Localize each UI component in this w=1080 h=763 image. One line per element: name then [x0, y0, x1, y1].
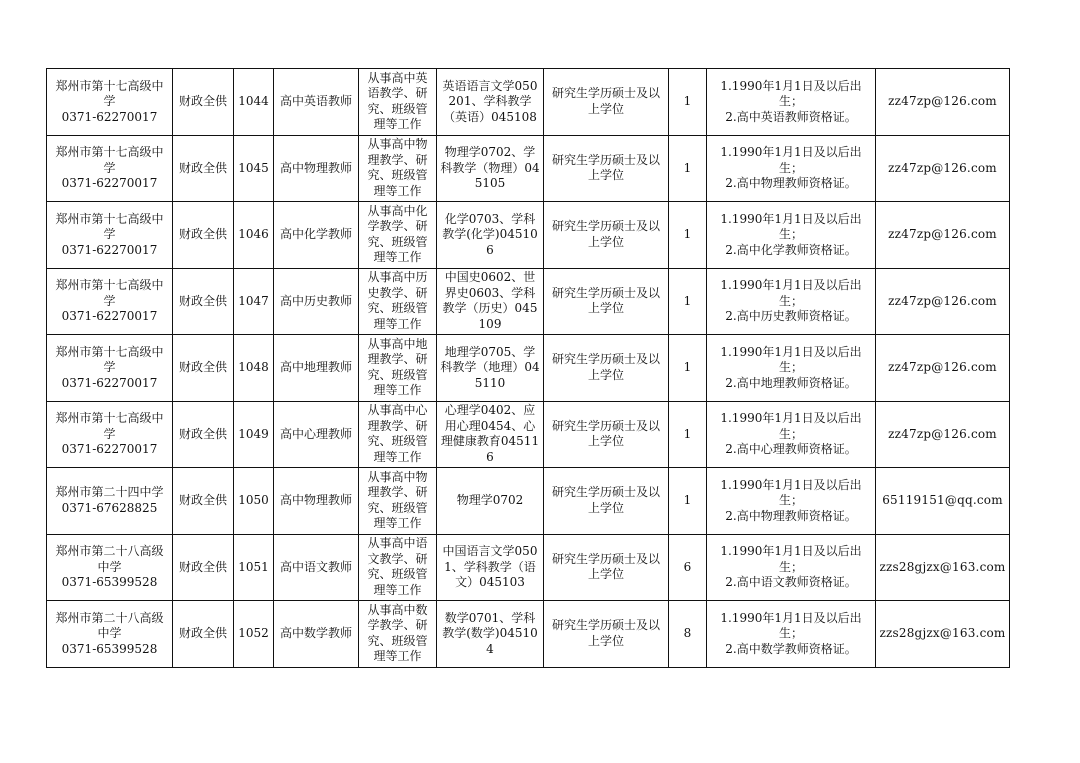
school-phone: 0371-65399528	[61, 641, 158, 656]
funding-type: 财政全供	[178, 360, 227, 374]
email-cell	[876, 335, 1010, 402]
degree-requirement: 研究生学历硕士及以上学位	[551, 352, 660, 382]
degree-requirement: 研究生学历硕士及以上学位	[551, 551, 660, 582]
job-description: 从事高中数学教学、研究、班级管理等工作	[367, 602, 428, 664]
hire-count: 1	[683, 227, 692, 241]
requirements-cell	[707, 69, 876, 136]
requirements-cell	[707, 268, 876, 335]
description-cell	[359, 401, 437, 468]
requirement-certificate: 2.高中物理教师资格证。	[725, 508, 857, 523]
position-code: 1045	[238, 160, 269, 175]
requirement-birth: 1.1990年1月1日及以后出生；	[720, 344, 862, 374]
requirements-cell	[707, 135, 876, 202]
position-cell	[274, 601, 359, 668]
job-description: 从事高中语文教学、研究、班级管理等工作	[367, 536, 428, 597]
position-code: 1049	[238, 426, 269, 441]
job-description: 从事高中物理教学、研究、班级管理等工作	[367, 137, 428, 198]
email-cell	[876, 401, 1010, 468]
major-requirement: 中国史0602、世界史0603、学科教学（历史）045109	[442, 270, 538, 331]
position-code-cell	[234, 135, 274, 202]
position-code-cell	[234, 69, 274, 136]
funding-type: 财政全供	[178, 626, 227, 640]
requirement-certificate: 2.高中心理教师资格证。	[725, 442, 857, 456]
requirements-cell	[707, 202, 876, 269]
funding-type: 财政全供	[178, 160, 227, 175]
position-code-cell	[234, 534, 274, 601]
table-row	[47, 534, 1010, 601]
funding-type: 财政全供	[178, 426, 227, 441]
school-phone: 0371-65399528	[61, 575, 158, 589]
hire-count: 1	[683, 160, 692, 175]
position-code-cell	[234, 401, 274, 468]
requirements-cell	[707, 534, 876, 601]
major-requirement: 地理学0705、学科教学（地理）045110	[440, 344, 540, 390]
degree-cell	[544, 268, 669, 335]
school-name: 郑州市第十七高级中学	[55, 211, 164, 241]
position-cell	[274, 135, 359, 202]
description-cell	[359, 69, 437, 136]
requirement-certificate: 2.高中英语教师资格证。	[725, 109, 857, 124]
school-name: 郑州市第十七高级中学	[55, 411, 164, 441]
degree-requirement: 研究生学历硕士及以上学位	[551, 418, 660, 449]
major-requirement: 中国语言文学0501、学科教学（语文）045103	[442, 544, 538, 589]
funding-cell	[173, 135, 234, 202]
position-cell	[274, 468, 359, 535]
funding-cell	[173, 335, 234, 402]
school-cell	[47, 135, 173, 202]
school-cell	[47, 401, 173, 468]
requirement-birth: 1.1990年1月1日及以后出生；	[720, 145, 862, 175]
school-name: 郑州市第二十八高级中学	[55, 544, 164, 574]
position-code: 1051	[238, 559, 269, 574]
contact-email: 65119151@qq.com	[882, 493, 1003, 507]
school-cell	[47, 468, 173, 535]
school-phone: 0371-62270017	[61, 176, 158, 190]
position-code: 1048	[238, 360, 269, 374]
requirement-birth: 1.1990年1月1日及以后出生；	[720, 278, 862, 308]
major-cell	[437, 268, 544, 335]
school-cell	[47, 202, 173, 269]
degree-cell	[544, 135, 669, 202]
position-name: 高中物理教师	[279, 493, 352, 507]
school-cell	[47, 534, 173, 601]
table-row	[47, 202, 1010, 269]
position-name: 高中地理教师	[279, 360, 352, 374]
requirement-certificate: 2.高中历史教师资格证。	[725, 309, 857, 323]
contact-email: zz47zp@126.com	[888, 94, 997, 108]
school-cell	[47, 601, 173, 668]
count-cell	[669, 335, 707, 402]
email-cell	[876, 202, 1010, 269]
funding-cell	[173, 468, 234, 535]
school-name: 郑州市第十七高级中学	[55, 145, 164, 175]
degree-requirement: 研究生学历硕士及以上学位	[551, 618, 660, 648]
position-name: 高中数学教师	[279, 626, 352, 640]
funding-type: 财政全供	[178, 227, 227, 241]
school-name: 郑州市第十七高级中学	[55, 278, 164, 308]
funding-type: 财政全供	[178, 293, 227, 308]
position-name: 高中物理教师	[279, 160, 352, 175]
requirement-certificate: 2.高中数学教师资格证。	[725, 641, 857, 656]
position-code: 1046	[238, 227, 269, 241]
count-cell	[669, 601, 707, 668]
funding-cell	[173, 534, 234, 601]
requirements-cell	[707, 601, 876, 668]
position-code-cell	[234, 468, 274, 535]
description-cell	[359, 335, 437, 402]
major-cell	[437, 69, 544, 136]
table-row	[47, 335, 1010, 402]
major-cell	[437, 202, 544, 269]
funding-cell	[173, 401, 234, 468]
contact-email: zz47zp@126.com	[888, 160, 997, 175]
requirement-birth: 1.1990年1月1日及以后出生；	[720, 610, 862, 640]
contact-email: zz47zp@126.com	[888, 293, 997, 308]
count-cell	[669, 268, 707, 335]
table-row	[47, 268, 1010, 335]
position-cell	[274, 268, 359, 335]
major-requirement: 英语语言文学050201、学科教学（英语）045108	[442, 78, 538, 124]
table-row	[47, 401, 1010, 468]
school-phone: 0371-67628825	[61, 500, 158, 515]
hire-count: 1	[683, 426, 692, 441]
table-row	[47, 601, 1010, 668]
funding-cell	[173, 601, 234, 668]
degree-requirement: 研究生学历硕士及以上学位	[551, 485, 660, 515]
funding-cell	[173, 202, 234, 269]
major-cell	[437, 135, 544, 202]
funding-cell	[173, 268, 234, 335]
table-row	[47, 468, 1010, 535]
description-cell	[359, 601, 437, 668]
description-cell	[359, 268, 437, 335]
funding-type: 财政全供	[178, 559, 227, 574]
degree-requirement: 研究生学历硕士及以上学位	[551, 219, 660, 249]
position-name: 高中化学教师	[279, 227, 352, 241]
school-phone: 0371-62270017	[61, 375, 158, 390]
major-requirement: 化学0703、学科教学(化学)045106	[442, 211, 538, 257]
hire-count: 8	[683, 626, 692, 640]
school-name: 郑州市第二十四中学	[55, 485, 164, 500]
contact-email: zz47zp@126.com	[888, 426, 997, 441]
degree-requirement: 研究生学历硕士及以上学位	[551, 285, 660, 316]
table-row	[47, 69, 1010, 136]
position-code-cell	[234, 335, 274, 402]
recruitment-table	[46, 68, 1010, 668]
requirement-birth: 1.1990年1月1日及以后出生；	[720, 544, 862, 574]
job-description: 从事高中物理教学、研究、班级管理等工作	[367, 469, 428, 531]
major-cell	[437, 401, 544, 468]
position-code: 1044	[238, 94, 269, 108]
job-description: 从事高中地理教学、研究、班级管理等工作	[367, 336, 428, 398]
job-description: 从事高中化学教学、研究、班级管理等工作	[367, 203, 428, 265]
requirement-certificate: 2.高中物理教师资格证。	[725, 176, 857, 190]
school-name: 郑州市第十七高级中学	[55, 344, 164, 374]
school-phone: 0371-62270017	[61, 109, 158, 124]
email-cell	[876, 135, 1010, 202]
contact-email: zz47zp@126.com	[888, 360, 997, 374]
job-description: 从事高中历史教学、研究、班级管理等工作	[367, 270, 428, 331]
description-cell	[359, 202, 437, 269]
school-phone: 0371-62270017	[61, 309, 158, 323]
position-cell	[274, 534, 359, 601]
table-body	[47, 69, 1010, 668]
requirement-certificate: 2.高中化学教师资格证。	[725, 242, 857, 257]
hire-count: 1	[683, 360, 692, 374]
major-requirement: 物理学0702	[456, 493, 524, 507]
funding-type: 财政全供	[178, 493, 227, 507]
position-name: 高中英语教师	[279, 94, 352, 108]
funding-type: 财政全供	[178, 94, 227, 108]
requirement-birth: 1.1990年1月1日及以后出生；	[720, 78, 862, 108]
requirement-birth: 1.1990年1月1日及以后出生；	[720, 477, 862, 507]
funding-cell	[173, 69, 234, 136]
hire-count: 1	[683, 94, 692, 108]
degree-cell	[544, 601, 669, 668]
hire-count: 1	[683, 293, 692, 308]
requirements-cell	[707, 468, 876, 535]
position-code-cell	[234, 202, 274, 269]
requirement-certificate: 2.高中语文教师资格证。	[725, 575, 857, 589]
table-row	[47, 135, 1010, 202]
degree-cell	[544, 401, 669, 468]
position-code: 1050	[238, 493, 269, 507]
major-cell	[437, 534, 544, 601]
email-cell	[876, 468, 1010, 535]
requirement-birth: 1.1990年1月1日及以后出生；	[720, 211, 862, 241]
contact-email: zzs28gjzx@163.com	[879, 626, 1006, 640]
position-code-cell	[234, 268, 274, 335]
contact-email: zzs28gjzx@163.com	[879, 559, 1006, 574]
email-cell	[876, 534, 1010, 601]
position-name: 高中语文教师	[279, 559, 352, 574]
position-code-cell	[234, 601, 274, 668]
description-cell	[359, 468, 437, 535]
degree-requirement: 研究生学历硕士及以上学位	[551, 152, 660, 183]
position-cell	[274, 401, 359, 468]
degree-cell	[544, 69, 669, 136]
hire-count: 6	[683, 559, 692, 574]
position-cell	[274, 202, 359, 269]
position-cell	[274, 335, 359, 402]
school-cell	[47, 69, 173, 136]
job-description: 从事高中英语教学、研究、班级管理等工作	[367, 70, 428, 132]
requirements-cell	[707, 335, 876, 402]
major-cell	[437, 468, 544, 535]
requirement-certificate: 2.高中地理教师资格证。	[725, 375, 857, 390]
position-name: 高中心理教师	[279, 426, 352, 441]
degree-cell	[544, 335, 669, 402]
email-cell	[876, 601, 1010, 668]
email-cell	[876, 268, 1010, 335]
description-cell	[359, 534, 437, 601]
position-code: 1052	[238, 626, 269, 640]
major-cell	[437, 335, 544, 402]
major-requirement: 心理学0402、应用心理0454、心理健康教育045116	[440, 403, 540, 464]
major-requirement: 数学0701、学科教学(数学)045104	[442, 610, 538, 656]
degree-requirement: 研究生学历硕士及以上学位	[551, 86, 660, 116]
major-requirement: 物理学0702、学科教学（物理）045105	[440, 145, 540, 190]
degree-cell	[544, 534, 669, 601]
count-cell	[669, 69, 707, 136]
degree-cell	[544, 468, 669, 535]
email-cell	[876, 69, 1010, 136]
position-code: 1047	[238, 293, 269, 308]
count-cell	[669, 135, 707, 202]
requirement-birth: 1.1990年1月1日及以后出生；	[720, 411, 862, 441]
description-cell	[359, 135, 437, 202]
count-cell	[669, 534, 707, 601]
position-cell	[274, 69, 359, 136]
requirements-cell	[707, 401, 876, 468]
school-name: 郑州市第二十八高级中学	[55, 610, 164, 640]
degree-cell	[544, 202, 669, 269]
school-cell	[47, 268, 173, 335]
school-phone: 0371-62270017	[61, 242, 158, 257]
position-name: 高中历史教师	[279, 293, 352, 308]
major-cell	[437, 601, 544, 668]
school-cell	[47, 335, 173, 402]
count-cell	[669, 401, 707, 468]
count-cell	[669, 202, 707, 269]
hire-count: 1	[683, 493, 692, 507]
school-phone: 0371-62270017	[61, 442, 158, 456]
school-name: 郑州市第十七高级中学	[55, 78, 164, 108]
contact-email: zz47zp@126.com	[888, 227, 997, 241]
job-description: 从事高中心理教学、研究、班级管理等工作	[367, 403, 428, 464]
count-cell	[669, 468, 707, 535]
